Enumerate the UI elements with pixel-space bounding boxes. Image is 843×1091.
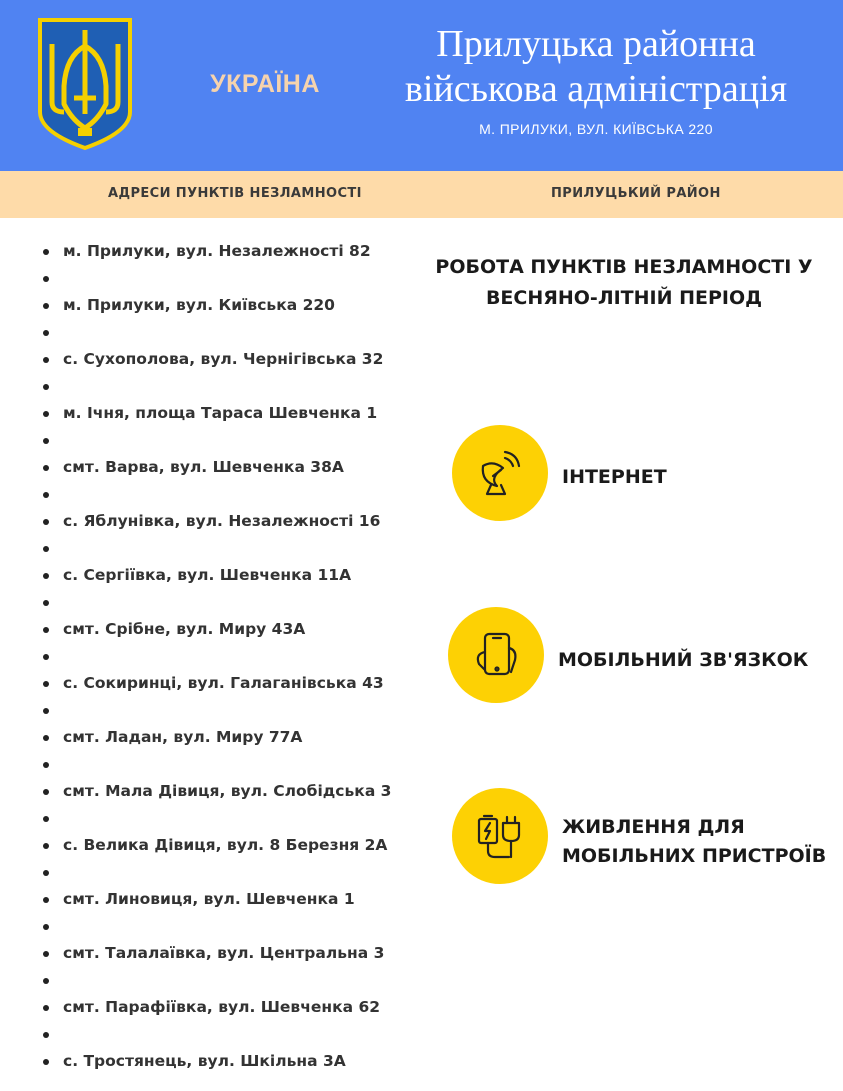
- list-item: с. Яблунівка, вул. Незалежності 16: [0, 510, 391, 537]
- list-item: смт. Мала Дівиця, вул. Слобідська 3: [0, 780, 391, 807]
- list-item: смт. Ладан, вул. Миру 77А: [0, 726, 391, 753]
- list-item: [0, 537, 391, 564]
- list-item: [0, 915, 391, 942]
- list-item: смт. Талалаївка, вул. Центральна 3: [0, 942, 391, 969]
- power-label: [562, 813, 826, 871]
- power-label-line-2: МОБІЛЬНИХ ПРИСТРОЇВ: [562, 845, 827, 867]
- list-item: [0, 699, 391, 726]
- internet-badge: [452, 425, 548, 521]
- list-item: м. Прилуки, вул. Незалежності 82: [0, 240, 391, 267]
- heading-line-2: ВЕСНЯНО-ЛІТНІЙ ПЕРІОД: [485, 287, 763, 309]
- list-item: [0, 645, 391, 672]
- list-item: [0, 1023, 391, 1050]
- mobile-label: МОБІЛЬНИЙ ЗВ'ЯЗКОК: [558, 649, 809, 671]
- list-item: с. Тростянець, вул. Шкільна 3А: [0, 1050, 391, 1077]
- list-item: [0, 861, 391, 888]
- list-item: [0, 375, 391, 402]
- list-item: с. Сухополова, вул. Чернігівська 32: [0, 348, 391, 375]
- list-item: смт. Варва, вул. Шевченка 38А: [0, 456, 391, 483]
- title-line-2: військова адміністрація: [404, 68, 788, 110]
- country-label: УКРАЇНА: [210, 70, 320, 98]
- list-item: [0, 591, 391, 618]
- district-title: ПРИЛУЦЬКИЙ РАЙОН: [551, 186, 721, 201]
- list-item: [0, 753, 391, 780]
- mobile-badge: [448, 607, 544, 703]
- internet-label: ІНТЕРНЕТ: [562, 466, 667, 488]
- list-item: [0, 969, 391, 996]
- power-label-line-1: ЖИВЛЕННЯ ДЛЯ: [562, 816, 745, 838]
- addresses-section-title: АДРЕСИ ПУНКТІВ НЕЗЛАМНОСТІ: [108, 186, 362, 201]
- list-item: с. Сергіївка, вул. Шевченка 11А: [0, 564, 391, 591]
- list-item: с. Сокиринці, вул. Галаганівська 43: [0, 672, 391, 699]
- battery-plug-icon: [475, 811, 525, 861]
- list-item: [0, 429, 391, 456]
- page-title: [378, 22, 814, 112]
- list-item: [0, 321, 391, 348]
- list-item: смт. Линовиця, вул. Шевченка 1: [0, 888, 391, 915]
- title-line-1: Прилуцька районна: [436, 23, 756, 65]
- list-item: м. Ічня, площа Тараса Шевченка 1: [0, 402, 391, 429]
- work-period-heading: [410, 252, 838, 314]
- list-item: м. Прилуки, вул. Київська 220: [0, 294, 391, 321]
- section-bar: [0, 171, 843, 218]
- heading-line-1: РОБОТА ПУНКТІВ НЕЗЛАМНОСТІ У: [435, 256, 813, 278]
- header-address: М. ПРИЛУКИ, ВУЛ. КИЇВСЬКА 220: [479, 121, 713, 137]
- satellite-dish-icon: [475, 448, 525, 498]
- list-item: смт. Парафіївка, вул. Шевченка 62: [0, 996, 391, 1023]
- list-item: смт. Срібне, вул. Миру 43А: [0, 618, 391, 645]
- smartphone-hand-icon: [471, 630, 521, 680]
- address-list: [0, 240, 391, 1077]
- list-item: [0, 267, 391, 294]
- coat-of-arms-icon: [36, 16, 134, 152]
- list-item: [0, 807, 391, 834]
- power-badge: [452, 788, 548, 884]
- list-item: с. Велика Дівиця, вул. 8 Березня 2А: [0, 834, 391, 861]
- list-item: [0, 483, 391, 510]
- header-banner: [0, 0, 843, 171]
